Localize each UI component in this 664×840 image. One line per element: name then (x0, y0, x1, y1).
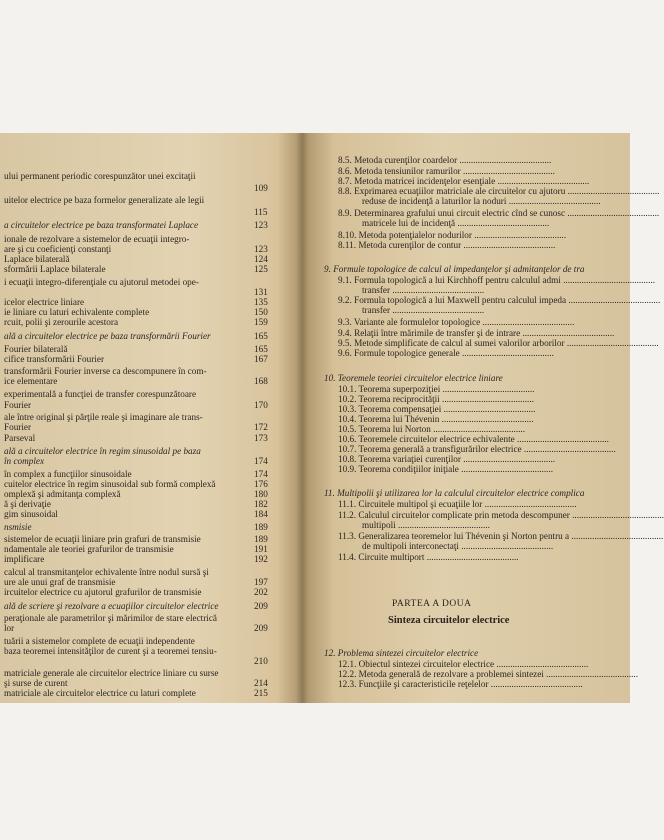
left-toc-entry: în complex a funcţiilor sinusoidale (4, 469, 132, 479)
left-toc-entry: icelor electrice liniare (4, 297, 85, 307)
right-toc-entry: 10.9. Teorema condiţiilor iniţiale ........................................ (338, 464, 554, 474)
left-page-number: 125 (254, 264, 268, 274)
left-toc-entry: matriciale generale ale circuitelor electrice liniare cu surse (4, 668, 219, 678)
left-toc-entry: rcuit, polii şi zerourile acestora (4, 317, 119, 327)
left-toc-entry: ă şi derivaţie (4, 499, 51, 509)
left-toc-entry: a circuitelor electrice pe baza transformatei Laplace (4, 220, 199, 230)
left-toc-entry: lor (4, 623, 15, 633)
left-page-number: 115 (254, 207, 268, 217)
left-page-number: 192 (254, 554, 268, 564)
left-toc-entry: transformării Fourier inverse ca descompunere în com- (4, 366, 207, 376)
right-toc-chapter: 9. Formule topologice de calcul al impedanţelor şi admitanţelor de tra (324, 264, 585, 274)
left-page-number: 209 (254, 601, 268, 611)
right-toc-chapter: 11. Multipolii şi utilizarea lor la calculul circuitelor electrice complica (324, 488, 585, 498)
left-page-number: 174 (254, 469, 268, 479)
left-page-number: 150 (254, 307, 268, 317)
right-toc-entry: reduse de incidenţă a laturilor la noduri ........................................ (362, 196, 601, 206)
left-toc-entry: şi surse de curent (4, 678, 68, 688)
left-page-number: 109 (254, 183, 268, 193)
left-toc-entry: implificare (4, 554, 45, 564)
left-page-number: 209 (254, 623, 268, 633)
left-toc-entry: peraţionale ale parametrilor şi mărimilor de stare electrică (4, 613, 217, 623)
right-toc-entry: transfer ........................................ (362, 305, 485, 315)
left-toc-entry: matriciale ale circuitelor electrice cu laturi complete (4, 688, 196, 698)
left-toc-entry: ie liniare cu laturi echivalente complete (4, 307, 150, 317)
left-toc-entry: gim sinusoidal (4, 509, 58, 519)
left-toc-entry: Fourier (4, 400, 32, 410)
right-page (304, 133, 664, 703)
left-page-number: 165 (254, 331, 268, 341)
left-toc-entry: ice elementare (4, 376, 58, 386)
left-toc-entry: sistemelor de ecuaţii liniare prin grafuri de transmisie (4, 534, 201, 544)
left-page-number: 180 (254, 489, 268, 499)
right-toc-chapter: 12. Problema sintezei circuitelor electrice (324, 648, 479, 658)
left-page-number: 191 (254, 544, 268, 554)
left-page-number: 189 (254, 522, 268, 532)
left-toc-entry: uitelor electrice pe baza formelor generalizate ale legii (4, 195, 205, 205)
left-page-number: 173 (254, 433, 268, 443)
left-page-number: 131 (254, 287, 268, 297)
part-subtitle: Sinteza circuitelor electrice (388, 615, 510, 626)
right-toc-entry: matricele lui de incidenţă ........................................ (362, 218, 550, 228)
left-page-number: 135 (254, 297, 268, 307)
left-page-number: 167 (254, 354, 268, 364)
right-toc-entry: 10.4. Teorema lui Thévenin ........................................ (338, 414, 534, 424)
right-toc-entry: 8.5. Metoda curenţilor coardelor ........................................ (338, 155, 552, 165)
left-toc-entry: sformării Laplace bilaterale (4, 264, 106, 274)
left-toc-entry: ale între original şi părţile reale şi imaginare ale trans- (4, 412, 203, 422)
right-toc-entry: 10.5. Teorema lui Norton ........................................ (338, 424, 526, 434)
left-page-number: 214 (254, 678, 268, 688)
left-toc-entry: omplexă şi admitanţa complexă (4, 489, 121, 499)
left-toc-entry: Parseval (4, 433, 36, 443)
left-page-number: 124 (254, 254, 268, 264)
right-toc-entry: transfer ........................................ (362, 285, 485, 295)
right-toc-entry: 12.1. Obiectul sintezei circuitelor electrice ........................................ (338, 659, 589, 669)
right-toc-entry: 9.6. Formule topologice generale ........................................ (338, 348, 554, 358)
left-toc-entry: cuitelor electrice în regim sinusoidal sub formă complexă (4, 479, 216, 489)
right-toc-entry: 12.2. Metoda generală de rezolvare a problemei sintezei ........................................ (338, 669, 639, 679)
left-toc-entry: tuării a sistemelor complete de ecuaţii independente (4, 636, 195, 646)
right-toc-entry: 8.7. Metoda matricei incidenţelor esenţiale ........................................ (338, 176, 590, 186)
left-toc-entry: ircuitelor electrice cu ajutorul grafurilor de transmisie (4, 587, 202, 597)
left-toc-entry: ului permanent periodic corespunzător unei excitaţii (4, 171, 196, 181)
left-toc-entry: nsmisie (4, 522, 32, 532)
right-toc-entry: 10.2. Teorema reciprocităţii ........................................ (338, 394, 534, 404)
left-toc-entry: ndamentale ale teoriei grafurilor de transmisie (4, 544, 174, 554)
right-toc-entry: 9.2. Formula topologică a lui Maxwell pentru calculul impeda ........................................ (338, 295, 661, 305)
left-toc-entry: Fourier bilaterală (4, 344, 68, 354)
left-page-number: 202 (254, 587, 268, 597)
right-toc-entry: 8.11. Metoda curenţilor de contur ........................................ (338, 240, 556, 250)
left-toc-entry: ionale de rezolvare a sistemelor de ecuaţii integro- (4, 234, 190, 244)
left-page-number: 189 (254, 534, 268, 544)
left-page-number: 123 (254, 244, 268, 254)
right-toc-entry: de multipoli interconectaţi ........................................ (362, 541, 554, 551)
left-page-number: 170 (254, 400, 268, 410)
right-toc-entry: 9.3. Variante ale formulelor topologice ........................................ (338, 317, 575, 327)
right-toc-entry: 11.4. Circuite multiport ........................................ (338, 552, 519, 562)
left-toc-entry: Fourier (4, 422, 32, 432)
right-toc-entry: 9.5. Metode simplificate de calcul al sumei valorilor arborilor ........................................ (338, 338, 659, 348)
left-page (0, 133, 296, 703)
left-page-number: 215 (254, 688, 268, 698)
left-page-number: 159 (254, 317, 268, 327)
part-title: PARTEA A DOUA (392, 599, 472, 609)
right-toc-entry: 8.6. Metoda tensiunilor ramurilor ........................................ (338, 166, 555, 176)
right-toc-entry: 10.6. Teoremele circuitelor electrice echivalente ........................................ (338, 434, 609, 444)
right-toc-entry: 8.9. Determinarea grafului unui circuit electric cînd se cunosc ........................................ (338, 208, 660, 218)
left-toc-entry: i ecuaţii integro-diferenţiale cu ajutorul metodei ope- (4, 277, 199, 287)
right-toc-entry: 11.2. Calculul circuitelor complicate prin metoda descompuner ........................................ (338, 510, 664, 520)
left-page-number: 197 (254, 577, 268, 587)
left-toc-entry: Laplace bilaterală (4, 254, 70, 264)
right-toc-entry: 10.7. Teorema generală a transfigurărilor electrice ........................................ (338, 444, 616, 454)
left-page-number: 168 (254, 376, 268, 386)
left-toc-entry: cifice transformării Fourier (4, 354, 104, 364)
left-toc-entry: ală a circuitelor electrice pe baza transformării Fourier (4, 331, 211, 341)
left-page-number: 176 (254, 479, 268, 489)
right-toc-entry: 8.10. Metoda potenţialelor nodurilor ........................................ (338, 230, 567, 240)
left-page-number: 123 (254, 220, 268, 230)
left-toc-entry: experimentală a funcţiei de transfer corespunzătoare (4, 389, 197, 399)
left-page-number: 165 (254, 344, 268, 354)
book-spread (0, 133, 664, 703)
right-toc-entry: 9.4. Relaţii între mărimile de transfer şi de intrare ........................................ (338, 328, 615, 338)
left-toc-entry: în complex (4, 456, 45, 466)
left-toc-entry: calcul al transmitanţelor echivalente între nodul sursă şi (4, 567, 209, 577)
right-toc-entry: 8.8. Exprimarea ecuaţiilor matriciale ale circuitelor cu ajutoru ........................................ (338, 186, 660, 196)
right-toc-entry: 11.1. Circuitele multipol şi ecuaţiile lor ........................................ (338, 499, 577, 509)
left-toc-entry: baza teoremei intensităţilor de curent şi a teoremei tensiu- (4, 646, 217, 656)
right-toc-entry: 9.1. Formula topologică a lui Kirchhoff pentru calculul admi ........................................ (338, 275, 655, 285)
right-toc-chapter: 10. Teoremele teoriei circuitelor electrice liniare (324, 373, 503, 383)
right-toc-entry: 10.1. Teorema superpoziţiei ........................................ (338, 384, 535, 394)
left-page-number: 182 (254, 499, 268, 509)
left-toc-entry: ală de scriere şi rezolvare a ecuaţiilor circuitelor electrice (4, 601, 219, 611)
left-page-number: 174 (254, 456, 268, 466)
right-toc-entry: 11.3. Generalizarea teoremelor lui Thévenin şi Norton pentru a ........................................ (338, 531, 664, 541)
right-toc-entry: multipoli ........................................ (362, 520, 490, 530)
left-page-number: 172 (254, 422, 268, 432)
left-toc-entry: ală a circuitelor electrice în regim sinusoidal pe baza (4, 446, 201, 456)
left-toc-entry: ure ale unui graf de transmisie (4, 577, 116, 587)
right-toc-entry: 12.3. Funcţiile şi caracteristicile reţelelor ........................................ (338, 679, 583, 689)
right-toc-entry: 10.3. Teorema compensaţiei ........................................ (338, 404, 536, 414)
right-toc-entry: 10.8. Teorema variaţiei curenţilor ........................................ (338, 454, 556, 464)
left-page-number: 210 (254, 656, 268, 666)
left-page-number: 184 (254, 509, 268, 519)
left-toc-entry: are şi cu coeficienţi constanţi (4, 244, 112, 254)
